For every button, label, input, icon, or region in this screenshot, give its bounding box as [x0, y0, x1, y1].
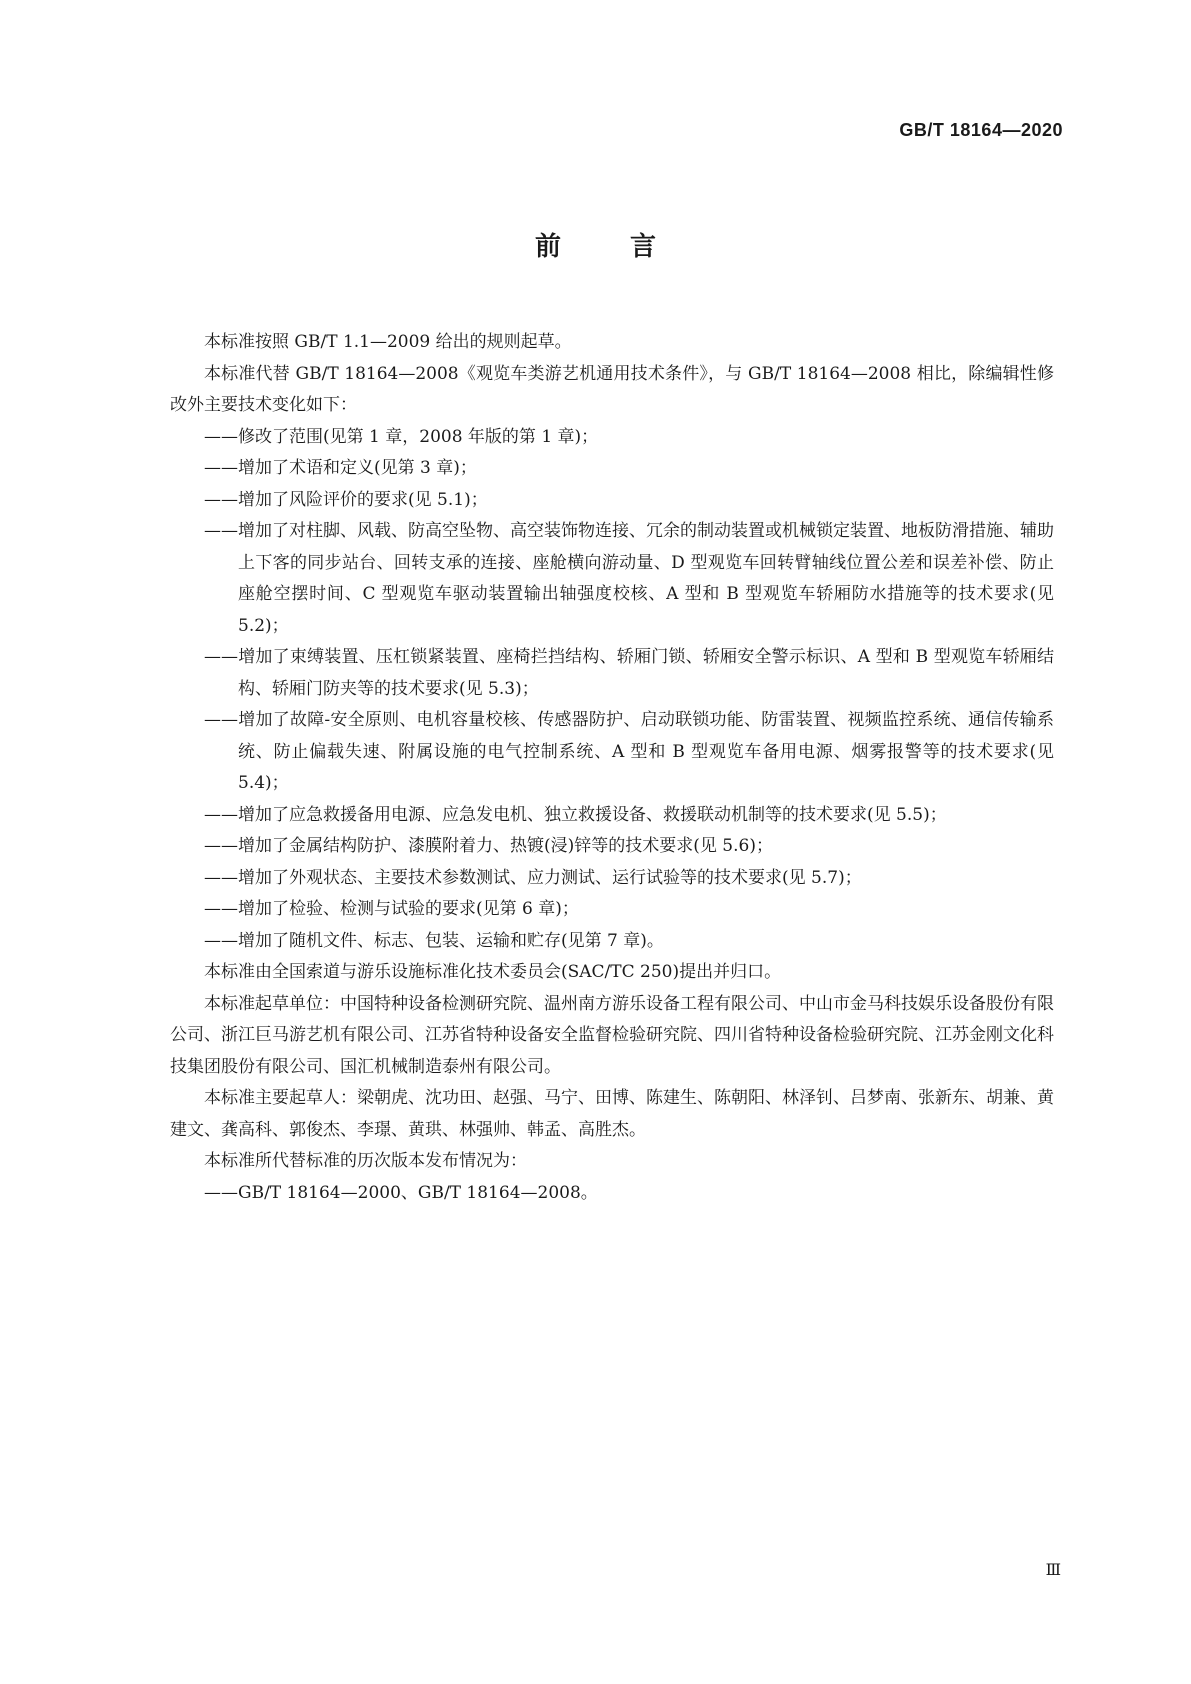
change-item: ——增加了金属结构防护、漆膜附着力、热镀(浸)锌等的技术要求(见 5.6)；: [204, 836, 773, 856]
change-item: ——增加了术语和定义(见第 3 章)；: [204, 458, 477, 478]
paragraph-drafting-units: 本标准起草单位：中国特种设备检测研究院、温州南方游乐设备工程有限公司、中山市金马科技娱乐设备股份有限公司、浙江巨马游艺机有限公司、江苏省特种设备安全监督检验研究院、四川省特种设备检验研究院、江苏金刚文化科技集团股份有限公司、国汇机械制造泰州有限公司。: [170, 993, 1054, 1077]
paragraph-drafters: 本标准主要起草人：梁朝虎、沈功田、赵强、马宁、田博、陈建生、陈朝阳、林泽钊、吕梦南、张新东、胡兼、黄建文、龚高科、郭俊杰、李璟、黄珙、林强帅、韩孟、高胜杰。: [170, 1088, 1054, 1140]
change-item: ——增加了故障-安全原则、电机容量校核、传感器防护、启动联锁功能、防雷装置、视频监控系统、通信传输系统、防止偏载失速、附属设施的电气控制系统、A 型和 B 型观览车备用电源、烟雾报警等的技术要求(见 5.4)；: [204, 710, 1054, 793]
paragraph-replacement: 本标准代替 GB/T 18164—2008《观览车类游艺机通用技术条件》，与 GB/T 18164—2008 相比，除编辑性修改外主要技术变化如下：: [170, 363, 1054, 415]
paragraph-previous-editions-intro: 本标准所代替标准的历次版本发布情况为：: [204, 1151, 527, 1171]
change-item: ——增加了风险评价的要求(见 5.1)；: [204, 489, 488, 510]
change-item: ——修改了范围(见第 1 章，2008 年版的第 1 章)；: [204, 426, 599, 447]
change-item: ——增加了随机文件、标志、包装、运输和贮存(见第 7 章)。: [204, 930, 664, 951]
paragraph-proposer: 本标准由全国索道与游乐设施标准化技术委员会(SAC/TC 250)提出并归口。: [204, 962, 782, 982]
change-item: ——增加了检验、检测与试验的要求(见第 6 章)；: [204, 899, 579, 919]
standard-code: GB/T 18164—2020: [899, 120, 1063, 140]
page-number: Ⅲ: [1045, 1560, 1061, 1579]
paragraph-drafting-rules: 本标准按照 GB/T 1.1—2009 给出的规则起草。: [204, 332, 572, 352]
previous-editions-item: ——GB/T 18164—2000、GB/T 18164—2008。: [204, 1182, 598, 1203]
document-body: [170, 327, 1054, 1209]
change-item: ——增加了外观状态、主要技术参数测试、应力测试、运行试验等的技术要求(见 5.7)；: [204, 867, 862, 888]
page-title: 前 言: [534, 232, 687, 262]
change-item: ——增加了对柱脚、风载、防高空坠物、高空装饰物连接、冗余的制动装置或机械锁定装置、地板防滑措施、辅助上下客的同步站台、回转支承的连接、座舱横向游动量、D 型观览车回转臂轴线位置公差和误差补偿、防止座舱空摆时间、C 型观览车驱动装置输出轴强度校核、A 型和 B 型观览车轿厢防水措施等的技术要求(见 5.2)；: [204, 521, 1054, 636]
change-item: ——增加了束缚装置、压杠锁紧装置、座椅拦挡结构、轿厢门锁、轿厢安全警示标识、A 型和 B 型观览车轿厢结构、轿厢门防夹等的技术要求(见 5.3)；: [204, 647, 1054, 699]
change-item: ——增加了应急救援备用电源、应急发电机、独立救援设备、救援联动机制等的技术要求(见 5.5)；: [204, 804, 947, 825]
